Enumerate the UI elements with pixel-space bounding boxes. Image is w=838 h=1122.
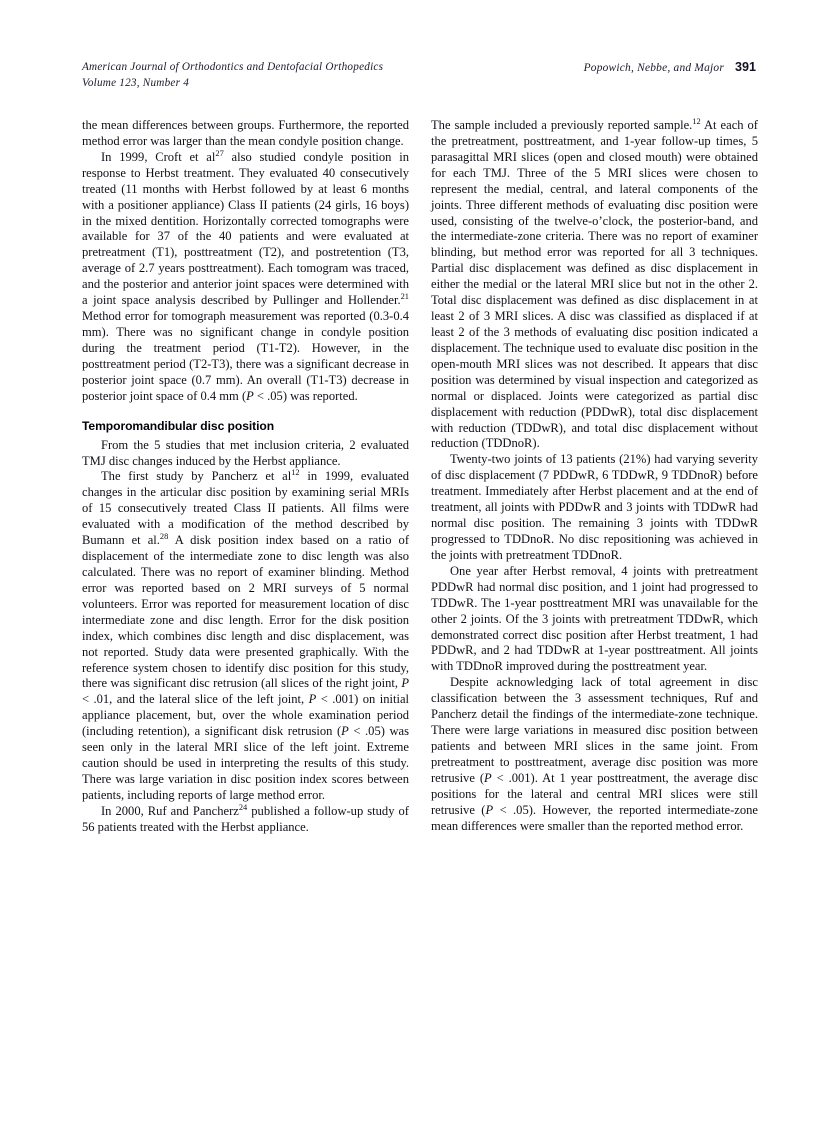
body-columns [82, 118, 758, 836]
citation-ref: 12 [692, 116, 701, 126]
paragraph-disc-displacement-results: Twenty-two joints of 13 patients (21%) had varying severity of disc displacement (7 PDDwR, 6 TDDwR, 9 TDDnoR) before treatment. Immediately after Herbst placement and at the end of treatment, all joints with PDDwR and 3 joints with TDDwR had normal disc position. The remaining 3 joints with TDDwR progressed to TDDnoR. No disc repositioning was achieved in the joints with pretreatment TDDnoR. [431, 452, 758, 562]
text-run: also studied condyle position in response to Herbst treatment. They evaluated 40 consecutively treated (11 months with Herbst followed by at least 6 months with a positioner appliance) Class II patients (24 girls, 16 boys) in the mixed dentition. Horizontally corrected tomographs were available for 37 of the 40 patients and were evaluated at pretreatment (T1), posttreatment (T2), and postretention (T3, average of 2.7 years posttreatment). Each tomogram was traced, and the posterior and anterior joint spaces were determined with a joint space analysis described by Pullinger and Hollender. [82, 149, 409, 308]
text-run: Method error for tomograph measurement was reported (0.3-0.4 mm). There was no significant change in condyle position during the treatment period (T1-T2). However, in the posttreatment period (T2-T3), there was a significant decrease in posterior joint space (0.7 mm). An overall (T1-T3) decrease in posterior joint space of 0.4 mm ( [82, 309, 409, 403]
citation-ref: 28 [159, 531, 169, 541]
text-run: Despite acknowledging lack of total agreement in disc classification between the 3 assessment techniques, Ruf and Pancherz detail the findings of the intermediate-zone technique. There were large variations in measured disc position between patients and between MRI slices in the same joint. From pretreatment to posttreatment, average disc position was more retrusive ( [431, 675, 758, 785]
paragraph-pancherz-study [82, 469, 409, 803]
section-heading-disc-position: Temporomandibular disc position [82, 418, 275, 433]
paragraph-continuation: the mean differences between groups. Furthermore, the reported method error was larger than the mean condyle position change. [82, 118, 409, 148]
paragraph-intermediate-zone-findings [431, 675, 758, 834]
p-value-symbol: P [341, 724, 349, 739]
paragraph-one-year-followup: One year after Herbst removal, 4 joints with pretreatment PDDwR had normal disc position, and 1 joint had progressed to TDDwR. The 1-year posttreatment MRI was unavailable for the other 2 joints. Of the 3 joints with pretreatment TDDwR, which demonstrated correct disc position after Herbst treatment, 1 had PDDwR, and 2 had TDDwR at 1-year posttreatment. All joints with TDDnoR improved during the posttreatment year. [431, 563, 758, 674]
journal-title-block [82, 60, 502, 91]
p-value-symbol: P [484, 770, 492, 785]
p-value-symbol: P [401, 676, 409, 691]
running-head [82, 60, 756, 94]
text-run: In 2000, Ruf and Pancherz [101, 803, 239, 818]
author-names: Popowich, Nebbe, and Major [583, 62, 724, 74]
journal-title: American Journal of Orthodontics and Dentofacial Orthopedics [82, 61, 384, 73]
right-column [431, 118, 758, 836]
page-number: 391 [734, 60, 756, 74]
p-value-symbol: P [308, 692, 317, 707]
journal-volume-issue: Volume 123, Number 4 [82, 76, 190, 89]
left-column [82, 118, 409, 836]
text-run: < .001). At 1 year posttreatment, the average disc positions for the lateral and central MRI slices were still retrusive ( [431, 770, 758, 817]
paragraph-croft-study [82, 150, 409, 405]
text-run: < .01, and the lateral slice of the left joint, [82, 692, 309, 707]
citation-ref: 24 [238, 802, 248, 812]
paragraph-sample-description [431, 118, 758, 452]
text-run: < .05) was seen only in the lateral MRI slice of the left joint. Extreme caution should be used in interpreting the results of this study. There was large variation in disc position index scores between patients, including reports of large method error. [82, 724, 409, 802]
paragraph-ruf-pancherz-followup [82, 804, 409, 836]
running-head-right [584, 60, 756, 74]
text-run: A disk position index based on a ratio of displacement of the intermediate zone to disc length was also calculated. There was no report of examiner blinding. Method error was reported based on 2 MRI surveys of 5 normal volunteers. Error was reported for measurement location of disc intermediate zone and disc length. Error for the disk position index, which combines disc length and disc displacement, was not reported. Study data were presented graphically. With the reference system chosen to identify disc position for this study, there was significant disc retrusion (all slices of the right joint, [82, 533, 409, 691]
text-run: published a follow-up study of 56 patients treated with the Herbst appliance. [82, 803, 409, 834]
p-value-symbol: P [246, 388, 254, 403]
text-run: At each of the pretreatment, posttreatment, and 1-year follow-up times, 5 parasagittal MRI slices (open and closed mouth) were obtained for each TMJ. Three of the 5 MRI slices were chosen to represent the medial, central, and lateral components of the joints. Three different methods of evaluating disc position were used, consisting of the twelve-o’clock, the posterior-band, and the intermediate-zone criteria. There was no report of examiner blinding, but method error was reported for all 3 techniques. Partial disc displacement was defined as disc displacement in either the medial or the lateral MRI slice but not in the other 2. Total disc displacement was defined as disc displacement in at least 2 of 3 MRI slices. A disc was classified as displaced if at least 2 of the 3 methods of evaluating disc position indicated a displacement. The technique used to evaluate disc position in the open-mouth MRI slices was not described. It appears that disc position was determined by visual inspection and categorized as normal or displaced. Joints were categorized as partial disc displacement with reduction (PDDwR), total disc displacement with reduction (TDDwR), and total disc displacement without reduction (TDDnoR). [431, 118, 758, 451]
citation-ref: 21 [400, 291, 409, 301]
text-run: The sample included a previously reported sample. [431, 118, 693, 132]
p-value-symbol: P [485, 802, 494, 817]
text-run: in 1999, evaluated changes in the articular disc position by examining serial MRIs of 15 consecutively treated Class II patients. All films were evaluated with a modification of the method described by Bumann et al. [82, 469, 409, 548]
citation-ref: 27 [215, 148, 224, 158]
text-run: < .001) on initial appliance placement, but, over the whole examination period (including retention), a significant disk retrusion ( [82, 692, 410, 739]
text-run: In 1999, Croft et al [101, 149, 216, 164]
citation-ref: 12 [291, 468, 300, 478]
paragraph-inclusion-criteria: From the 5 studies that met inclusion criteria, 2 evaluated TMJ disc changes induced by the Herbst appliance. [82, 437, 409, 468]
text-run: < .05). However, the reported intermediate-zone mean differences were smaller than the reported method error. [431, 802, 758, 833]
text-run: The first study by Pancherz et al [101, 469, 292, 484]
text-run: < .05) was reported. [253, 388, 358, 403]
